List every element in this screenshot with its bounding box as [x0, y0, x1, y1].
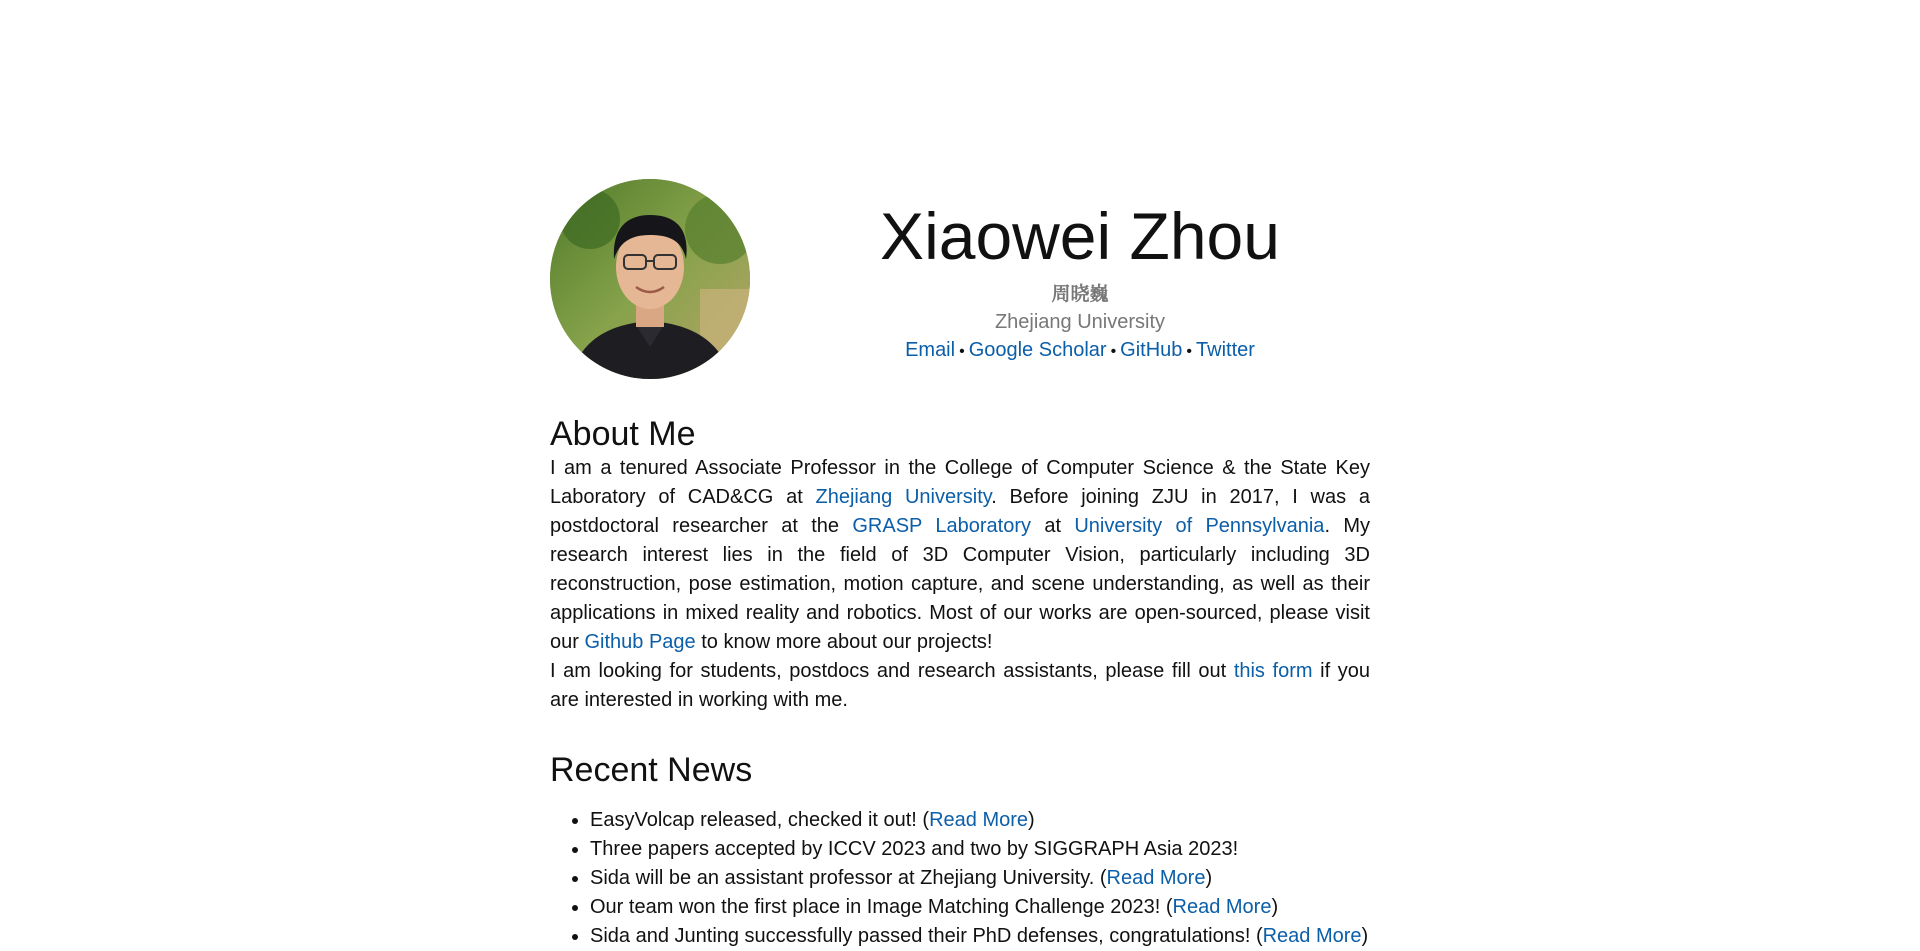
news-section: [550, 750, 1370, 951]
read-more-link[interactable]: Read More: [1262, 925, 1362, 947]
about-paragraph-1: [550, 454, 1370, 657]
google-scholar-link[interactable]: Google Scholar: [968, 339, 1107, 361]
about-text: . My research interest lies in the field of 3D Computer Vision, particularly including 3D reconstruction, pose estimation, motion capture, and scene understanding, as well as their applications in mixed reality and robotics. Most of our works are open-sourced, please visit our: [550, 515, 1370, 653]
about-text: I am a tenured Associate Professor in the College of Computer Science & the State Key Laboratory of CAD&CG at: [550, 457, 1370, 508]
news-item: [590, 835, 1370, 864]
avatar: [550, 179, 750, 379]
profile-photo: [550, 179, 750, 379]
github-page-link[interactable]: Github Page: [584, 631, 696, 653]
news-item: [590, 864, 1370, 893]
profile-cjk-name: 周晓巍: [1051, 284, 1109, 305]
profile-links: [750, 337, 1410, 365]
news-item-text: EasyVolcap released, checked it out! (: [590, 809, 930, 831]
identity-block: [750, 179, 1410, 365]
profile-affiliation: Zhejiang University: [994, 311, 1166, 333]
link-separator: •: [1110, 343, 1117, 360]
about-text: if you are interested in working with me.: [550, 660, 1370, 711]
read-more-link[interactable]: Read More: [929, 809, 1029, 831]
twitter-link[interactable]: Twitter: [1196, 339, 1255, 361]
about-text: I am looking for students, postdocs and research assistants, please fill out: [550, 660, 1234, 682]
about-text: to know more about our projects!: [695, 631, 993, 653]
grasp-laboratory-link[interactable]: GRASP Laboratory: [852, 515, 1031, 537]
news-item-text: Sida will be an assistant professor at Zhejiang University. (: [590, 867, 1107, 889]
zhejiang-university-link[interactable]: Zhejiang University: [815, 486, 992, 508]
about-text: at: [1030, 515, 1075, 537]
news-item-end: ): [1028, 809, 1035, 831]
news-item-text: Sida and Junting successfully passed their PhD defenses, congratulations! (: [590, 925, 1263, 947]
read-more-link[interactable]: Read More: [1172, 896, 1272, 918]
news-item: [590, 893, 1370, 922]
news-item-end: ): [1361, 925, 1369, 947]
news-item-text: Three papers accepted by ICCV 2023 and two by SIGGRAPH Asia 2023!: [590, 838, 1239, 860]
news-list: [550, 806, 1370, 951]
news-item: [590, 922, 1370, 951]
news-item-text: Our team won the first place in Image Matching Challenge 2023! (: [590, 896, 1173, 918]
link-separator: •: [959, 343, 965, 360]
news-item: [590, 806, 1370, 835]
about-section: [550, 414, 1370, 715]
upenn-link[interactable]: University of Pennsylvania: [1074, 515, 1325, 537]
news-item-end: ): [1205, 867, 1213, 889]
news-heading: Recent News: [550, 751, 753, 789]
this-form-link[interactable]: this form: [1233, 660, 1313, 682]
news-item-end: ): [1271, 896, 1279, 918]
profile-name: Xiaowei Zhou: [880, 199, 1280, 273]
email-link[interactable]: Email: [905, 339, 956, 361]
profile-header: [550, 179, 1370, 379]
about-heading: About Me: [550, 415, 696, 453]
about-paragraph-2: [550, 657, 1370, 715]
link-separator: •: [1186, 343, 1193, 360]
about-text: . Before joining ZJU in 2017, I was a postdoctoral researcher at the: [550, 486, 1370, 537]
github-link[interactable]: GitHub: [1120, 339, 1183, 361]
read-more-link[interactable]: Read More: [1106, 867, 1206, 889]
